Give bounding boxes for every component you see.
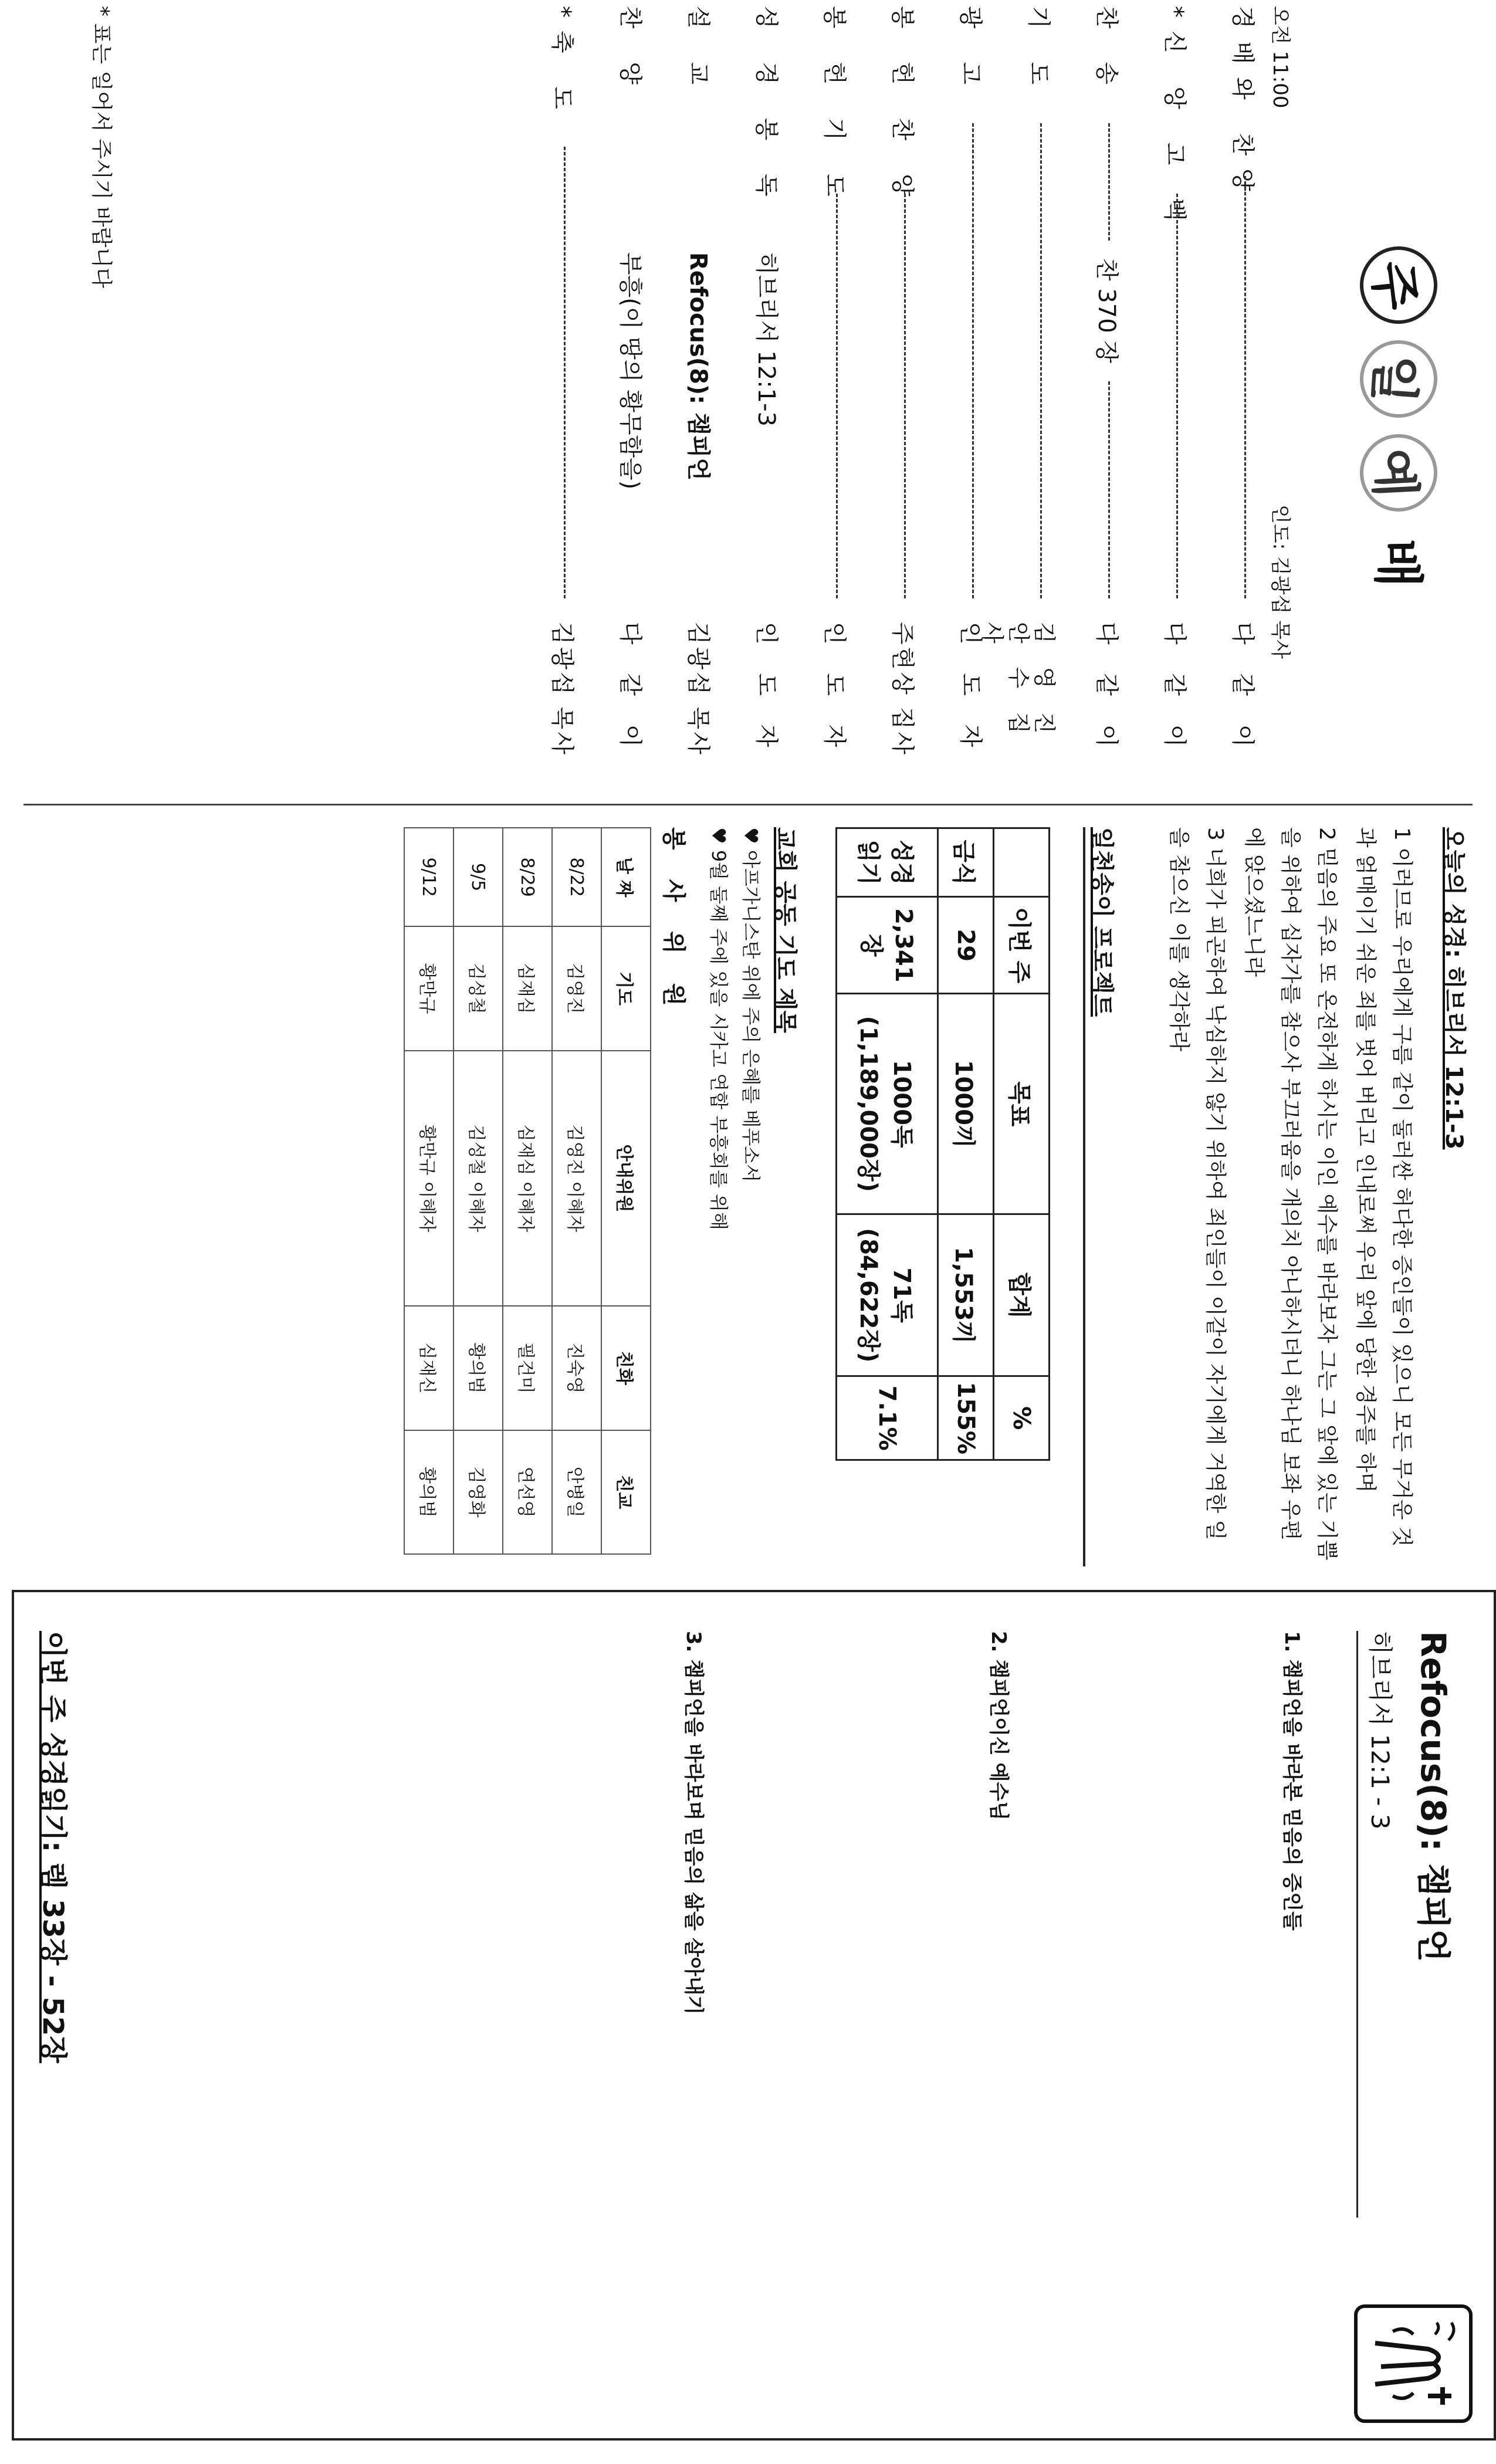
order-item-detail: Refocus(8): 챔피언 [685,252,712,481]
table-cell: 8/22 [552,828,601,926]
sermon-point: 3. 챔피언을 바라보며 믿음의 삶을 살아내기 [682,1631,705,2015]
verse: 2 믿음의 주요 또 온전하게 하시는 이인 예수를 바라보자 그는 그 앞에 있는 기쁨을 위하여 십자가를 참으사 부끄러움을 개의치 아니하시더니 하나님 보좌 우편에 앉으셨느니라 [1242,827,1339,1561]
scripture-verses [1158,827,1420,1561]
praying-hands-icon [1354,2304,1473,2423]
leader-dash [1108,123,1110,241]
verse: 3 너희가 피곤하여 낙심하지 않기 위하여 죄인들이 이같이 자기에게 거역한 일을 참으신 이를 생각하라 [1167,827,1227,1541]
order-row [649,6,717,786]
order-item-name: 설 교 [685,6,712,97]
table-cell: 필건미 [503,1306,552,1430]
table-header: 날 짜 [601,828,651,926]
leader-dash [1244,176,1246,598]
order-of-worship-panel [0,0,1496,804]
table-row [994,828,1050,1460]
order-item-person: 김광섭 목사 [685,622,712,757]
table-cell: 금식 [938,828,994,897]
table-cell: 안병일 [552,1430,601,1554]
table-cell: 1000독 (1,189,000장) [837,994,938,1214]
table-row [503,828,552,1554]
order-item-person: 다 같 이 [1093,622,1120,758]
order-item-detail: 부흥(이 땅의 황무함을) [617,252,644,490]
table-header: 이번 주 [994,897,1050,994]
table-cell: 155% [938,1376,994,1460]
order-item-name: 찬 양 [617,6,644,97]
sermon-reference: 히브리서 12:1 - 3 [1366,1631,1395,1830]
order-row [717,6,785,786]
order-item-person: 김광섭 목사 [549,622,576,757]
project-heading: 일천송이 프로젝트 [1088,827,1115,1017]
prayer-item: ♥ 9월 둘째 주에 있을 시카고 연합 부흥회를 위해 [708,827,730,1230]
sermon-point: 2. 챔피언이신 예수님 [987,1631,1010,1820]
order-item-person: 인 도 자 [821,622,848,758]
order-row [581,6,649,786]
order-item-name: 경배와 찬양 [1229,6,1256,204]
table-header [994,828,1050,897]
leader-dash [1108,381,1110,598]
order-item-person: 인 도 자 [957,622,984,758]
sermon-note-panel [0,1590,1496,2464]
standing-note: * 표는 일어서 주시기 바랍니다 [89,6,113,289]
praying-hands-icon [1358,2308,1469,2419]
service-heading: 봉 사 위 원 [660,827,687,1017]
table-cell: 김성철 [453,926,503,1050]
table-header: % [994,1376,1050,1460]
sermon-frame [12,1590,1496,2441]
order-row [1193,6,1261,786]
order-item-person: 인 도 자 [753,622,780,758]
table-cell: 29 [938,897,994,994]
table-cell: 황의범 [404,1430,453,1554]
table-header: 친교 [601,1430,651,1554]
project-table [835,827,1050,1461]
weekly-reading: 이번 주 성경읽기: 렘 33장 - 52장 [36,1631,69,2063]
verse: 1 이러므로 우리에게 구름 같이 둘러싼 허다한 증인들이 있으니 모든 무거운 것과 얽매이기 쉬운 죄를 벗어 버리고 인내로써 우리 앞에 당한 경주를 하며 [1353,827,1414,1547]
table-cell: 9/5 [453,828,503,926]
prayer-item: ♥ 아프가니스탄 위에 주의 은혜를 베푸소서 [740,827,762,1183]
table-cell: 김영화 [453,1430,503,1554]
order-item-detail: 찬 370 장 [1093,258,1120,364]
notes-panel [0,804,1496,1590]
table-cell: 김영진 [552,926,601,1050]
service-time: 오전 11:00 [1268,6,1292,109]
leader-dash [1040,123,1042,598]
order-row [513,6,581,786]
table-cell: 71독 (84,622장) [837,1214,938,1376]
order-item-detail: 히브리서 12:1-3 [753,252,780,427]
leader-dash [1176,194,1178,598]
order-item-name: *축 도 [549,6,576,122]
table-header: 기도 [601,926,651,1050]
table-cell: 심재심 이혜자 [503,1051,552,1307]
order-item-name: 봉 헌 찬 양 [889,6,916,209]
table-row [404,828,453,1554]
order-item-name: 기 도 [1025,6,1052,97]
order-item-person: 다 같 이 [1161,622,1188,758]
table-header: 친화 [601,1306,651,1430]
table-cell: 성경읽기 [837,828,938,897]
order-item-name: 찬 송 [1093,6,1120,97]
table-cell: 2,341장 [837,897,938,994]
table-cell: 김성철 이혜자 [453,1051,503,1307]
leader-dash [836,194,838,598]
order-row [785,6,853,786]
sermon-title: Refocus(8): 챔피언 [1413,1631,1453,1962]
title-rule [1356,1631,1358,2218]
table-cell: 9/12 [404,828,453,926]
table-row [453,828,503,1554]
worship-title [1308,246,1461,610]
table-cell: 7.1% [837,1376,938,1460]
title-char: 예 [1358,432,1440,514]
order-row [853,6,921,786]
order-list [513,6,1261,786]
project-rule [1083,827,1085,1566]
order-item-name: 광 고 [957,6,984,97]
sermon-point: 1. 챔피언을 바라본 믿음의 증인들 [1280,1631,1304,1931]
service-leader: 인도: 김광섭 목사 [1268,505,1292,659]
table-cell: 김영진 이혜자 [552,1051,601,1307]
order-item-person: 다 같 이 [617,622,644,758]
table-row [938,828,994,1460]
table-header: 안내위원 [601,1051,651,1307]
table-header: 합계 [994,1214,1050,1376]
table-cell: 황만규 이혜자 [404,1051,453,1307]
table-header: 목표 [994,994,1050,1214]
order-item-name: *신 앙 고 백 [1161,6,1188,234]
title-char: 주 [1356,242,1441,327]
table-cell: 황만규 [404,926,453,1050]
service-table [404,827,651,1555]
table-cell: 심재심 [503,926,552,1050]
table-cell: 1,553끼 [938,1214,994,1376]
leader-dash [564,147,566,598]
order-item-person: 다 같 이 [1229,622,1256,758]
table-cell: 8/29 [503,828,552,926]
leader-dash [972,123,974,598]
order-item-name: 봉 헌 기 도 [821,6,848,209]
table-row [552,828,601,1554]
table-cell: 연선영 [503,1430,552,1554]
table-cell: 심재신 [404,1306,453,1430]
table-row [601,828,651,1554]
order-item-person: 주현상 집사 [889,622,916,757]
order-row [1057,6,1125,786]
order-item-name: 성 경 봉 독 [753,6,780,209]
prayer-heading: 교회 공동 기도 제목 [771,827,798,1033]
title-char: 일 [1358,338,1440,421]
table-cell: 1000끼 [938,994,994,1214]
leader-dash [904,194,906,598]
table-row [837,828,938,1460]
scripture-heading: 오늘의 성경: 히브리서 12:1-3 [1440,827,1467,1150]
table-cell: 진숙영 [552,1306,601,1430]
table-cell: 황의범 [453,1306,503,1430]
order-row [921,6,989,786]
order-row [1125,6,1193,786]
order-row [980,6,1057,786]
order-item-person: 김 영 진 안 수 집 사 [980,622,1057,742]
title-char: 배 [1368,539,1427,588]
